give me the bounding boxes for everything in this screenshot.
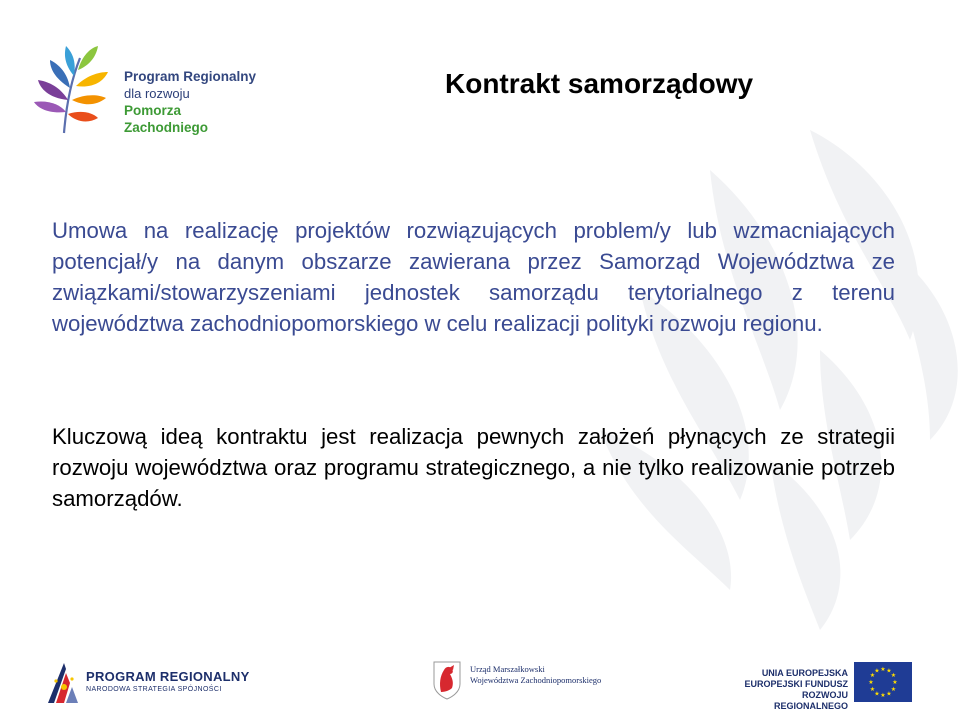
footer-narodowa-strategia: NARODOWA STRATEGIA SPÓJNOŚCI bbox=[86, 686, 222, 693]
svg-text:★: ★ bbox=[886, 690, 892, 698]
svg-text:★: ★ bbox=[874, 690, 880, 698]
footer-eu-text bbox=[728, 668, 848, 712]
logo-line-program: Program Regionalny bbox=[124, 69, 257, 84]
footer-urzad-logo bbox=[432, 660, 632, 708]
svg-text:★: ★ bbox=[874, 667, 880, 675]
footer-program-regionalny-logo bbox=[44, 659, 264, 707]
svg-text:★: ★ bbox=[868, 679, 874, 686]
program-regionalny-logo bbox=[28, 38, 268, 138]
logo-line-dla-rozwoju: dla rozwoju bbox=[124, 86, 190, 101]
svg-text:★: ★ bbox=[892, 679, 898, 686]
leaf-logo-icon bbox=[28, 38, 118, 138]
footer-ue-line3: ROZWOJU REGIONALNEGO bbox=[773, 690, 848, 711]
leaf-watermark bbox=[560, 110, 960, 630]
footer-urzad-line2: Województwa Zachodniopomorskiego bbox=[470, 675, 602, 685]
logo-line-pomorza: Pomorza Zachodniego bbox=[124, 103, 208, 135]
paragraph-definition: Umowa na realizację projektów rozwiązujących problem/y lub wzmacniających potencjał/y na danym obszarze zawierana przez Samorząd Województwa ze związkami/stowarzyszeniami jednostek samorządu terytorialnego z terenu województwa zachodniopomorskiego w celu realizacji polityki rozwoju regionu. bbox=[52, 218, 895, 336]
footer-urzad-line1: Urząd Marszałkowski bbox=[470, 664, 545, 674]
svg-text:★: ★ bbox=[886, 667, 892, 675]
footer-ue-line1: UNIA EUROPEJSKA bbox=[761, 668, 848, 678]
griffin-coat-of-arms-icon bbox=[432, 660, 462, 700]
footer-program-regionalny: PROGRAM REGIONALNY bbox=[86, 669, 250, 684]
slide-title: Kontrakt samorządowy bbox=[445, 68, 754, 99]
svg-text:★: ★ bbox=[880, 666, 886, 673]
svg-text:★: ★ bbox=[890, 686, 897, 693]
svg-text:★: ★ bbox=[890, 672, 897, 679]
nss-emblem-icon bbox=[44, 659, 82, 705]
svg-text:★: ★ bbox=[869, 672, 876, 679]
paragraph-key-idea: Kluczową ideą kontraktu jest realizacja pewnych założeń płynących ze strategii rozwoju województwa oraz programu strategicznego, a nie tylko realizowanie potrzeb samorządów. bbox=[52, 424, 895, 511]
footer-ue-line2: EUROPEJSKI FUNDUSZ bbox=[744, 679, 848, 689]
eu-flag-icon bbox=[854, 662, 912, 702]
svg-text:★: ★ bbox=[880, 692, 886, 699]
svg-text:★: ★ bbox=[869, 686, 876, 693]
